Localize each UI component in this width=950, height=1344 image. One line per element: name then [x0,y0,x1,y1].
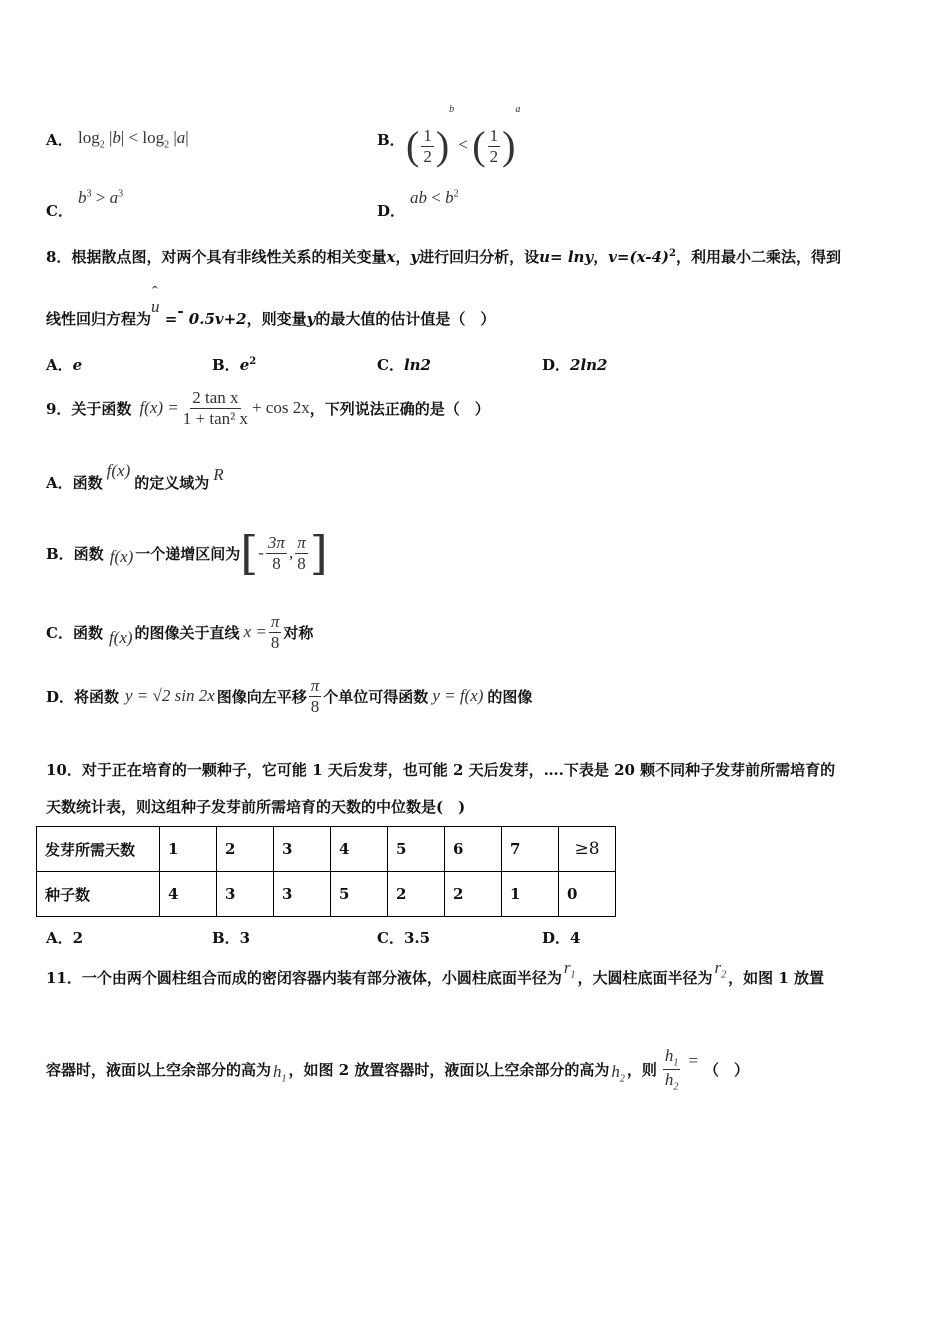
q8-option-c: C．ln2 [377,356,431,374]
table-cell: 2 [388,872,445,917]
table-cell: 4 [331,827,388,872]
q7-option-d-label: D． [377,202,406,220]
table-cell: 2 [445,872,502,917]
q10-option-d: D．4 [542,929,581,947]
q10-option-c: C．3.5 [377,929,431,947]
q9-stem: 9．关于函数 f(x) = $\frac{\text{2 tan x}}{\text{1 + tan² x}}$ + cos 2x ，下列说法正确的是（ ） [46,388,490,428]
q8-stem-line2: 线性回归方程为u ˆ =- 0.5v+2，则变量y的最大值的估计值是（ ） [46,283,496,328]
q9-option-d: D．将函数 y = √2 sin 2x 图像向左平移 $\frac{\pi}{8}$ 个单位可得函数 y = f(x) 的图像 [46,676,533,716]
q7-option-b-math: ( $\frac{1}{2}$ )$^b$ < ( $\frac{1}{2}$ )$^a$ [406,104,521,169]
q11-stem-line2: 容器时，液面以上空余部分的高为 $h_1$ ，如图 2 放置容器时，液面以上空余部分的高为 $h_2$ ，则 $\frac{h_1}{h_2}$ = （ ） [46,1046,750,1093]
q10-stem-line2: 天数统计表，则这组种子发芽前所需培育的天数的中位数是( ) [46,798,466,816]
table-cell: 发芽所需天数 [37,827,160,872]
q7-option-c-label: C． [46,202,73,220]
q7-option-c-math: $b^3 > a^3$ [78,188,124,207]
q10-option-b: B．3 [212,929,251,947]
q8-option-d: D．2ln2 [542,356,608,374]
table-cell: 种子数 [37,872,160,917]
table-row [37,872,616,917]
q9-option-b: B．函数 f(x) 一个递增区间为 [ - $\frac{3\pi}{8}$ , $\frac{\pi}{8}$ ] [46,526,328,580]
table-cell: 6 [445,827,502,872]
q8-stem-line1: 8．根据散点图，对两个具有非线性关系的相关变量x，y进行回归分析，设u= lny，$v=(x-4)^2$，利用最小二乘法，得到 [46,248,842,266]
table-cell: 0 [559,872,616,917]
table-cell: ≥8 [559,827,616,872]
table-cell: 1 [160,827,217,872]
q7-option-d-math: ab < $b^2$ [410,188,459,207]
table-cell: 1 [502,872,559,917]
q10-option-a: A．2 [46,929,84,947]
germination-table [36,826,616,917]
u-hat: u ˆ [151,283,160,316]
table-cell: 7 [502,827,559,872]
table-cell: 3 [274,872,331,917]
q10-stem-line1: 10．对于正在培育的一颗种子，它可能 1 天后发芽，也可能 2 天后发芽，….下表是 20 颗不同种子发芽前所需培育的 [46,761,836,779]
q7-option-b-label: B． [377,131,405,149]
table-cell: 3 [274,827,331,872]
table-cell: 3 [217,872,274,917]
table-cell: 5 [331,872,388,917]
q11-stem-line1: 11．一个由两个圆柱组合而成的密闭容器内装有部分液体，小圆柱底面半径为 $r_1$ ，大圆柱底面半径为 $r_2$ ，如图 1 放置 [46,958,825,987]
q9-option-a: A．函数 f(x) 的定义域为 R [46,460,224,492]
q7-option-a-label: A． [46,131,73,149]
q8-option-b: B．$e^2$ [212,356,257,374]
q7-option-a-math: $\log_2 |b| < \log_2 |a|$ [78,128,189,151]
table-cell: 5 [388,827,445,872]
q8-option-a: A．e [46,356,83,374]
table-cell: 2 [217,827,274,872]
table-cell: 4 [160,872,217,917]
q9-option-c: C．函数 f(x) 的图像关于直线 x = $\frac{\pi}{8}$ 对称 [46,612,314,652]
table-row [37,827,616,872]
